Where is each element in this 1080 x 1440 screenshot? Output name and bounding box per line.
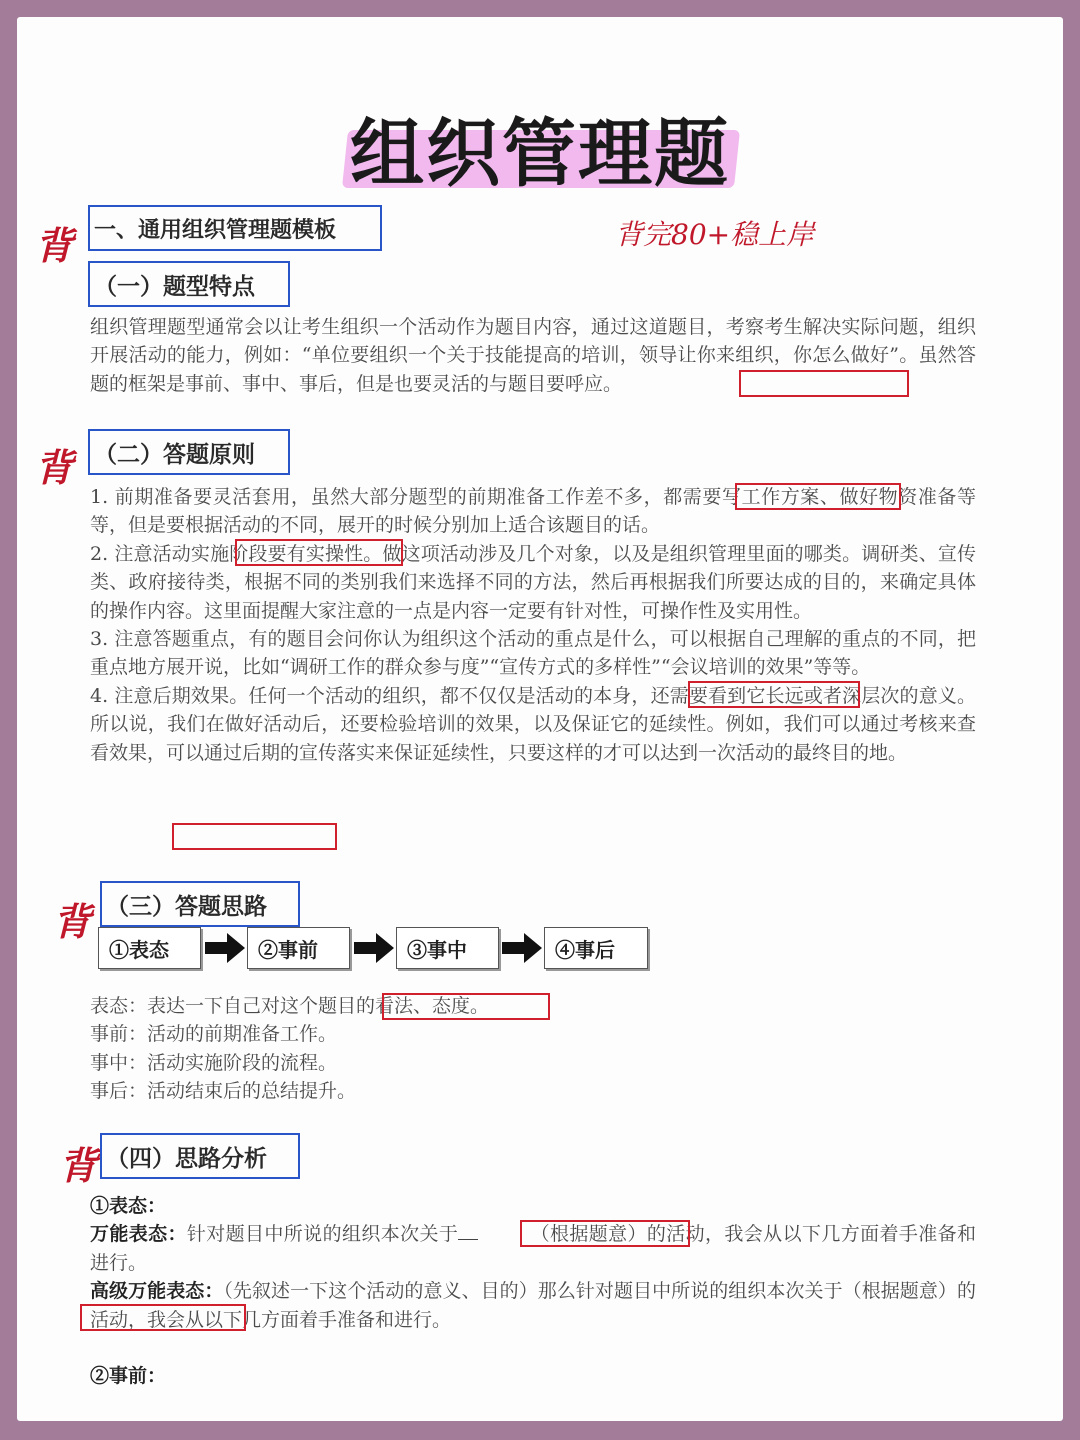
page-title: 组织管理题 [350,111,730,197]
flow-step-1 [98,927,201,969]
sub1-heading [88,261,290,307]
highlight-box-6 [382,993,550,1020]
handwritten-bei-3: 背 [53,899,92,944]
highlight-box-2 [735,483,901,510]
highlight-box-1 [739,370,909,397]
handwritten-note: 背完80+稳上岸 [615,218,815,251]
sub4-heading-text: （四）思路分析 [106,1144,267,1172]
sub2-heading [88,429,290,475]
sub3-line-3: 事中：活动实施阶段的流程。 [90,1051,338,1074]
section1-heading [88,205,382,251]
highlight-box-4 [688,681,860,708]
arrow-right-icon [205,931,247,965]
sub3-line-4: 事后：活动结束后的总结提升。 [90,1080,357,1103]
sub3-heading [100,881,300,927]
gaoji-text-b: 的活动，我会从以下几方面着手准备和进行。 [90,1280,976,1331]
sub2-item-1: 1. 前期准备要灵活套用，虽然大部分题型的前期准备工作差不多，都需要写工作方案、做好物资准备等等，但是要根据活动的不同，展开的时候分别加上适合该题目的话。 [90,486,976,537]
sub2-item-2: 2. 注意活动实施阶段要有实操性。做这项活动涉及几个对象，以及是组织管理里面的哪类。调研类、宣传类、政府接待类，根据不同的类别我们来选择不同的方法，然后再根据我们所要达成的目的，来确定具体的操作内容。这里面提醒大家注意的一点是内容一定要有针对性，可操作性及实用性。 [90,542,976,622]
highlight-box-3 [235,539,403,566]
sub4-step2: ②事前： [90,1365,167,1388]
sub3-heading-text: （三）答题思路 [106,892,267,920]
sub2-item-3: 3. 注意答题重点，有的题目会问你认为组织这个活动的重点是什么，可以根据自己理解的重点的不同，把重点地方展开说，比如“调研工作的群众参与度”“宣传方式的多样性”“会议培训的效果”等等。 [90,628,976,679]
document-page [17,17,1063,1421]
sub2-list [90,483,976,767]
section1-heading-text: 一、通用组织管理题模板 [94,216,337,243]
arrow-right-icon [354,931,396,965]
sub4-heading [100,1133,300,1179]
flow-step-4 [544,927,648,969]
wanneng-text-a: 针对题目中所说的组织本次关于 [186,1223,459,1246]
wanneng-blank: （根据题意） [530,1223,647,1246]
flow-step-3-label: ③事中 [407,937,467,962]
blank-line [458,1239,478,1240]
handwritten-bei-2: 背 [35,445,74,490]
highlight-box-5 [172,823,337,850]
highlight-box-8 [80,1304,246,1331]
flow-step-1-label: ①表态 [109,937,169,962]
gaoji-label: 高级万能表态： [90,1280,224,1303]
arrow-right-icon [502,931,544,965]
handwritten-bei-4: 背 [59,1143,98,1188]
sub1-heading-text: （一）题型特点 [94,272,255,300]
gaoji-text-a: （先叙述一下这个活动的意义、目的）那么针对题目中所说的组织本次关于 [223,1280,843,1303]
spacer [90,1334,976,1362]
handwritten-bei-1: 背 [35,223,74,268]
wanneng-text-b: 的活动，我会从以下几方面着手准备和进行。 [90,1223,976,1274]
gaoji-blank: （根据题意） [842,1280,957,1303]
sub2-heading-text: （二）答题原则 [94,440,255,468]
sub4-step1: ①表态： [90,1195,167,1217]
flow-step-2 [247,927,350,969]
sub1-text: 组织管理题型通常会以让考生组织一个活动作为题目内容，通过这道题目，考察考生解决实际问题，组织开展活动的能力，例如：“单位要组织一个关于技能提高的培训，领导让你来组织，你怎么做好”。虽然答题的框架是事前、事中、事后，但是也要灵活的与题目要呼应。 [90,316,976,395]
wanneng-label: 万能表态： [90,1223,187,1246]
highlight-box-7 [520,1220,690,1247]
sub2-item-4: 4. 注意后期效果。任何一个活动的组织，都不仅仅是活动的本身，还需要看到它长远或者深层次的意义。所以说，我们在做好活动后，还要检验培训的效果，以及保证它的延续性。例如，我们可以通过考核来查看效果，可以通过后期的宣传落实来保证延续性，只要这样的才可以达到一次活动的最终目的地。 [90,684,976,764]
sub3-line-1: 表态：表达一下自己对这个题目的看法、态度。 [90,995,490,1017]
flow-step-3 [396,927,499,969]
flow-step-2-label: ②事前 [258,937,318,962]
flow-step-4-label: ④事后 [555,937,615,962]
sub3-line-2: 事前：活动的前期准备工作。 [90,1023,338,1046]
